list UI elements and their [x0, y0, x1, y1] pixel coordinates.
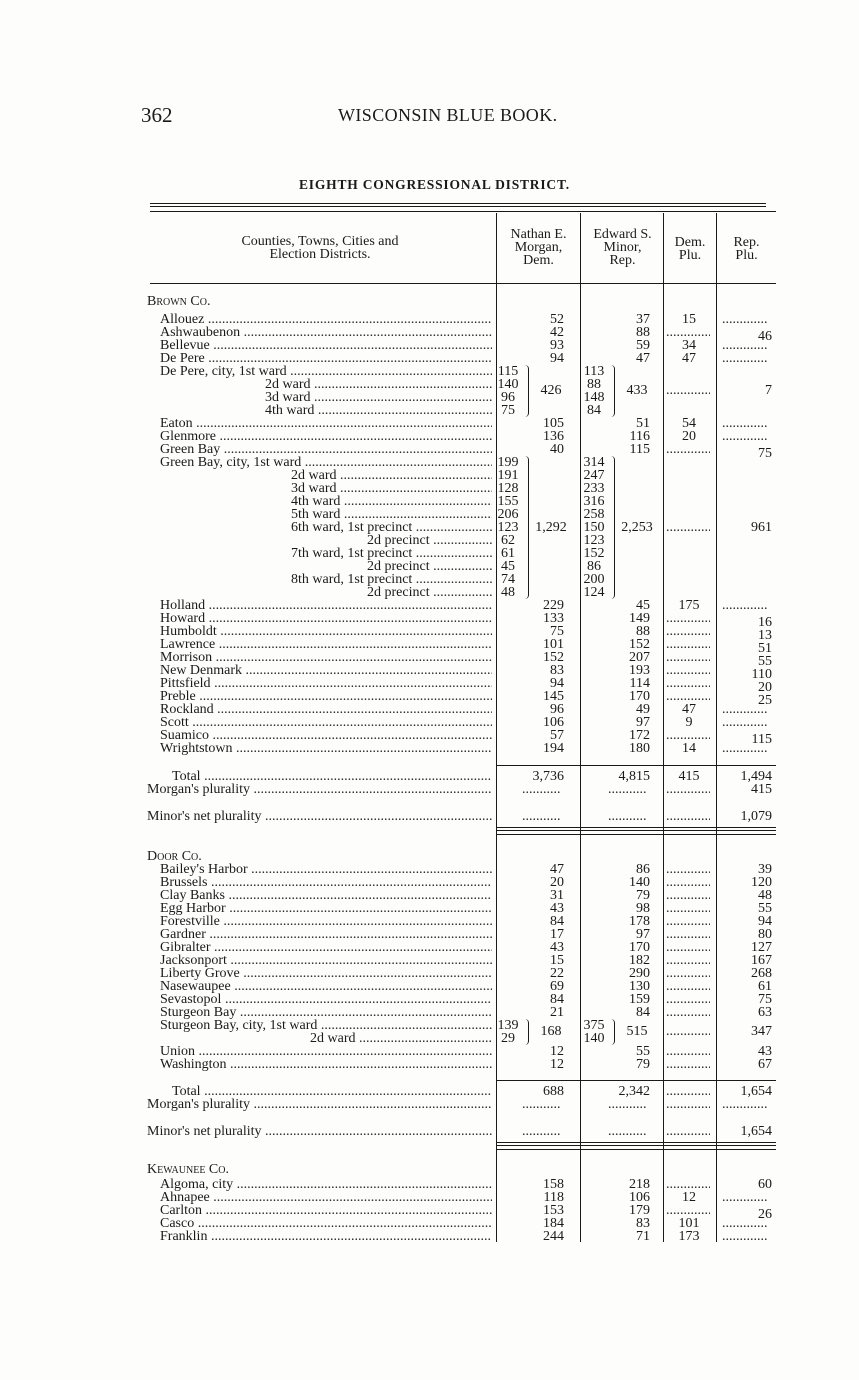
cell-m: 133: [543, 611, 564, 626]
cell-m: 43: [550, 940, 564, 955]
cell-m: 244: [543, 1229, 564, 1244]
cell-m: 52: [550, 312, 564, 327]
cell-n: 4,815: [618, 769, 650, 784]
cell-n: 290: [629, 966, 650, 981]
cell-r: 60: [758, 1177, 772, 1192]
subvalue-minor: 140: [583, 1031, 605, 1046]
cell-r: 167: [751, 953, 772, 968]
cell-d: 20: [682, 429, 696, 444]
dot-leader: [722, 352, 768, 365]
dot-leader: [722, 339, 768, 352]
dot-leader: [666, 384, 710, 397]
cell-n: 88: [636, 325, 650, 340]
cell-r: 961: [751, 519, 772, 535]
subvalue-morgan: 123: [497, 520, 519, 535]
row-label: 8th ward, 1st precinct .....: [291, 573, 492, 586]
subvalue-minor: 152: [583, 546, 605, 561]
cell-n: 86: [636, 862, 650, 877]
dot-leader: [666, 902, 710, 915]
cell-m: 83: [550, 663, 564, 678]
cell-r: 75: [758, 446, 772, 461]
cell-r: 1,079: [740, 809, 772, 824]
dot-leader: [666, 863, 710, 876]
dot-leader: [666, 1025, 710, 1038]
dot-leader: [666, 941, 710, 954]
dot-leader: [722, 1230, 768, 1243]
row-label: Pittsfield .....: [160, 677, 492, 690]
row-label: Bellevue .....: [160, 339, 492, 352]
row-label: Sturgeon Bay, city, 1st ward .....: [160, 1019, 492, 1032]
dot-leader: [722, 1217, 768, 1230]
cell-n: 79: [636, 1057, 650, 1072]
row-label: 3d ward .....: [291, 482, 492, 495]
cell-m: 12: [550, 1057, 564, 1072]
cell-n: 114: [629, 676, 650, 691]
dot-leader: [666, 993, 710, 1006]
row-label: Casco .....: [160, 1217, 492, 1230]
row-label: Wrightstown .....: [160, 742, 492, 755]
row-label: Carlton .....: [160, 1204, 492, 1217]
cell-d: 175: [678, 598, 700, 613]
cell-m: 31: [550, 888, 564, 903]
row-label: Union .....: [160, 1045, 492, 1058]
row-label: Suamico .....: [160, 729, 492, 742]
cell-m: 118: [543, 1190, 564, 1205]
row-label: 2d precinct .....: [367, 560, 492, 573]
dot-leader: [722, 703, 768, 716]
cell-m: 21: [550, 1005, 564, 1020]
dot-leader: [722, 599, 768, 612]
cell-r: 55: [758, 654, 772, 669]
cell-n: 130: [629, 979, 650, 994]
row-label: Allouez .....: [160, 313, 492, 326]
cell-r: 43: [758, 1044, 772, 1059]
dot-leader: [666, 521, 710, 534]
row-label: New Denmark .....: [160, 664, 492, 677]
subvalue-minor: 247: [583, 468, 605, 483]
row-label: Minor's net plurality .....: [147, 810, 492, 823]
cell-m: 57: [550, 728, 564, 743]
county-heading: Brown Co.: [147, 294, 211, 309]
subvalue-morgan: 199: [497, 455, 519, 470]
cell-m: 40: [550, 442, 564, 457]
cell-m: 12: [550, 1044, 564, 1059]
cell-r: 127: [751, 940, 772, 955]
dot-leader: [608, 1125, 646, 1138]
cell-m: 153: [543, 1203, 564, 1218]
row-label: Scott .....: [160, 716, 492, 729]
page-title: EIGHTH CONGRESSIONAL DISTRICT.: [299, 177, 570, 192]
dot-leader: [608, 1098, 646, 1111]
row-label: 2d precinct .....: [367, 586, 492, 599]
dot-leader: [666, 980, 710, 993]
cell-m: 184: [543, 1216, 564, 1231]
dot-leader: [666, 954, 710, 967]
dot-leader: [666, 876, 710, 889]
row-label: Jacksonport .....: [160, 954, 492, 967]
cell-r: 51: [758, 641, 772, 656]
subvalue-morgan: 29: [501, 1031, 515, 1046]
cell-n: 59: [636, 338, 650, 353]
row-label: De Pere .....: [160, 352, 492, 365]
row-label: Rockland .....: [160, 703, 492, 716]
subvalue-minor: 200: [583, 572, 605, 587]
dot-leader: [608, 783, 646, 796]
cell-n: 106: [629, 1190, 650, 1205]
cell-m: 145: [543, 689, 564, 704]
dot-leader: [666, 443, 710, 456]
cell-m: 688: [543, 1084, 564, 1099]
group-total-morgan: 426: [540, 383, 562, 398]
group-total-minor: 2,253: [621, 519, 653, 535]
row-label: Holland .....: [160, 599, 492, 612]
row-label: Green Bay, city, 1st ward .....: [160, 456, 492, 469]
cell-n: 218: [629, 1177, 650, 1192]
cell-n: 193: [629, 663, 650, 678]
dot-leader: [666, 651, 710, 664]
subvalue-morgan: 75: [501, 403, 515, 418]
cell-n: 49: [636, 702, 650, 717]
row-label: Eaton .....: [160, 417, 492, 430]
dot-leader: [522, 783, 560, 796]
cell-d: 9: [685, 715, 693, 730]
cell-m: 101: [543, 637, 564, 652]
dot-leader: [522, 810, 560, 823]
row-label: Morgan's plurality .....: [147, 783, 492, 796]
subvalue-minor: 150: [583, 520, 605, 535]
row-label: Nasewaupee .....: [160, 980, 492, 993]
col-header-dem-plu: Dem. Plu.: [674, 235, 706, 263]
cell-m: 94: [550, 351, 564, 366]
cell-n: 2,342: [618, 1084, 650, 1099]
subvalue-minor: 123: [583, 533, 605, 548]
cell-m: 158: [543, 1177, 564, 1192]
cell-r: 110: [751, 667, 772, 682]
cell-r: 7: [765, 383, 772, 398]
dot-leader: [666, 1006, 710, 1019]
subvalue-minor: 258: [583, 507, 605, 522]
cell-d: 34: [682, 338, 696, 353]
row-label: 4th ward .....: [265, 404, 492, 417]
col-header-morgan: Nathan E. Morgan, Dem.: [510, 227, 567, 268]
subvalue-morgan: 191: [497, 468, 519, 483]
cell-m: 93: [550, 338, 564, 353]
row-label: 2d ward .....: [310, 1032, 492, 1045]
subvalue-minor: 233: [583, 481, 605, 496]
row-label: Brussels .....: [160, 876, 492, 889]
cell-r: 16: [758, 615, 772, 630]
row-label: Morgan's plurality .....: [147, 1098, 492, 1111]
cell-d: 14: [682, 741, 696, 756]
cell-n: 45: [636, 598, 650, 613]
row-label: 3d ward .....: [265, 391, 492, 404]
county-heading: Door Co.: [147, 849, 202, 864]
dot-leader: [722, 1098, 768, 1111]
dot-leader: [666, 625, 710, 638]
cell-m: 106: [543, 715, 564, 730]
cell-m: 96: [550, 702, 564, 717]
cell-n: 84: [636, 1005, 650, 1020]
dot-leader: [722, 1191, 768, 1204]
cell-n: 140: [629, 875, 650, 890]
cell-d: 415: [678, 769, 700, 784]
cell-n: 47: [636, 351, 650, 366]
cell-r: 1,494: [740, 769, 772, 784]
row-label: 2d ward .....: [291, 469, 492, 482]
subvalue-minor: 148: [583, 390, 605, 405]
cell-m: 20: [550, 875, 564, 890]
dot-leader: [608, 810, 646, 823]
row-label: Green Bay .....: [160, 443, 492, 456]
cell-d: 173: [678, 1229, 700, 1244]
row-label: Morrison .....: [160, 651, 492, 664]
cell-r: 46: [758, 329, 772, 344]
cell-m: 136: [543, 429, 564, 444]
row-label: Sevastopol .....: [160, 993, 492, 1006]
cell-m: 75: [550, 624, 564, 639]
cell-m: 22: [550, 966, 564, 981]
dot-leader: [666, 889, 710, 902]
subvalue-morgan: 206: [497, 507, 519, 522]
cell-n: 207: [629, 650, 650, 665]
cell-r: 415: [751, 782, 772, 797]
cell-m: 84: [550, 992, 564, 1007]
cell-n: 116: [629, 429, 650, 444]
row-label: 5th ward .....: [291, 508, 492, 521]
dot-leader: [666, 1085, 710, 1098]
row-label: 2d ward .....: [265, 378, 492, 391]
cell-m: 42: [550, 325, 564, 340]
subvalue-morgan: 140: [497, 377, 519, 392]
row-label: Lawrence .....: [160, 638, 492, 651]
cell-m: 69: [550, 979, 564, 994]
row-label: Ahnapee .....: [160, 1191, 492, 1204]
cell-m: 152: [543, 650, 564, 665]
cell-n: 97: [636, 715, 650, 730]
cell-r: 94: [758, 914, 772, 929]
subvalue-morgan: 62: [501, 533, 515, 548]
subvalue-morgan: 155: [497, 494, 519, 509]
cell-r: 26: [758, 1207, 772, 1222]
row-label: Bailey's Harbor .....: [160, 863, 492, 876]
cell-m: 84: [550, 914, 564, 929]
cell-r: 61: [758, 979, 772, 994]
cell-n: 172: [629, 728, 650, 743]
cell-n: 159: [629, 992, 650, 1007]
row-label: Clay Banks .....: [160, 889, 492, 902]
cell-n: 180: [629, 741, 650, 756]
cell-n: 79: [636, 888, 650, 903]
cell-n: 71: [636, 1229, 650, 1244]
cell-d: 101: [678, 1216, 700, 1231]
cell-r: 347: [751, 1024, 772, 1039]
cell-n: 83: [636, 1216, 650, 1231]
row-label: 6th ward, 1st precinct .....: [291, 521, 492, 534]
row-label: 7th ward, 1st precinct .....: [291, 547, 492, 560]
group-total-morgan: 1,292: [535, 519, 567, 535]
cell-r: 25: [758, 693, 772, 708]
row-label: Humboldt .....: [160, 625, 492, 638]
dot-leader: [666, 810, 710, 823]
cell-r: 67: [758, 1057, 772, 1072]
col-header-districts: Counties, Towns, Cities and Election Districts.: [241, 234, 399, 262]
county-heading: Kewaunee Co.: [147, 1162, 229, 1177]
cell-r: 55: [758, 901, 772, 916]
cell-m: 105: [543, 416, 564, 431]
cell-r: 120: [751, 875, 772, 890]
subvalue-minor: 314: [583, 455, 605, 470]
subvalue-morgan: 115: [497, 364, 519, 379]
row-label: Minor's net plurality .....: [147, 1125, 492, 1138]
subvalue-morgan: 45: [501, 559, 515, 574]
cell-n: 170: [629, 940, 650, 955]
row-label: Washington .....: [160, 1058, 492, 1071]
cell-d: 54: [682, 416, 696, 431]
row-label: Howard .....: [160, 612, 492, 625]
dot-leader: [666, 664, 710, 677]
cell-r: 80: [758, 927, 772, 942]
subvalue-minor: 124: [583, 585, 605, 600]
cell-m: 47: [550, 862, 564, 877]
cell-m: 229: [543, 598, 564, 613]
row-label: Sturgeon Bay .....: [160, 1006, 492, 1019]
cell-n: 88: [636, 624, 650, 639]
cell-n: 97: [636, 927, 650, 942]
row-label: Franklin .....: [160, 1230, 492, 1243]
dot-leader: [666, 928, 710, 941]
subvalue-minor: 316: [583, 494, 605, 509]
page-number: 362: [141, 103, 173, 127]
row-label: Forestville .....: [160, 915, 492, 928]
subvalue-morgan: 139: [497, 1018, 519, 1033]
cell-d: 47: [682, 702, 696, 717]
subvalue-minor: 86: [587, 559, 601, 574]
dot-leader: [666, 677, 710, 690]
cell-n: 178: [629, 914, 650, 929]
col-header-minor: Edward S. Minor, Rep.: [593, 227, 652, 268]
col-header-rep-plu: Rep. Plu.: [733, 235, 760, 263]
cell-r: 75: [758, 992, 772, 1007]
row-label: Egg Harbor .....: [160, 902, 492, 915]
cell-r: 20: [758, 680, 772, 695]
cell-r: 268: [751, 966, 772, 981]
subvalue-morgan: 96: [501, 390, 515, 405]
row-label: Total .....: [172, 770, 492, 783]
group-total-minor: 515: [626, 1024, 648, 1039]
subvalue-minor: 375: [583, 1018, 605, 1033]
subvalue-minor: 84: [587, 403, 601, 418]
cell-m: 3,736: [532, 769, 564, 784]
row-label: Glenmore .....: [160, 430, 492, 443]
row-label: Liberty Grove .....: [160, 967, 492, 980]
dot-leader: [666, 1098, 710, 1111]
subvalue-minor: 113: [583, 364, 605, 379]
row-label: Gardner .....: [160, 928, 492, 941]
cell-r: 1,654: [740, 1124, 772, 1139]
cell-n: 115: [629, 442, 650, 457]
row-label: 4th ward .....: [291, 495, 492, 508]
cell-m: 17: [550, 927, 564, 942]
subvalue-minor: 88: [587, 377, 601, 392]
cell-r: 13: [758, 628, 772, 643]
cell-n: 55: [636, 1044, 650, 1059]
dot-leader: [722, 430, 768, 443]
subvalue-morgan: 128: [497, 481, 519, 496]
subvalue-morgan: 48: [501, 585, 515, 600]
dot-leader: [722, 716, 768, 729]
cell-n: 37: [636, 312, 650, 327]
cell-n: 51: [636, 416, 650, 431]
subvalue-morgan: 74: [501, 572, 515, 587]
dot-leader: [666, 783, 710, 796]
dot-leader: [722, 313, 768, 326]
dot-leader: [666, 1125, 710, 1138]
cell-r: 115: [751, 732, 772, 747]
cell-d: 15: [682, 312, 696, 327]
cell-n: 98: [636, 901, 650, 916]
row-label: Gibralter .....: [160, 941, 492, 954]
cell-n: 152: [629, 637, 650, 652]
subvalue-morgan: 61: [501, 546, 515, 561]
dot-leader: [522, 1098, 560, 1111]
cell-r: 1,654: [740, 1084, 772, 1099]
cell-r: 48: [758, 888, 772, 903]
cell-r: 39: [758, 862, 772, 877]
group-total-morgan: 168: [540, 1024, 562, 1039]
dot-leader: [722, 742, 768, 755]
row-label: Total .....: [172, 1085, 492, 1098]
cell-n: 179: [629, 1203, 650, 1218]
running-head: WISCONSIN BLUE BOOK.: [338, 105, 558, 125]
cell-d: 47: [682, 351, 696, 366]
cell-d: 12: [682, 1190, 696, 1205]
dot-leader: [722, 417, 768, 430]
cell-m: 194: [543, 741, 564, 756]
cell-r: 63: [758, 1005, 772, 1020]
cell-m: 15: [550, 953, 564, 968]
cell-m: 94: [550, 676, 564, 691]
cell-n: 182: [629, 953, 650, 968]
dot-leader: [666, 638, 710, 651]
row-label: De Pere, city, 1st ward .....: [160, 365, 492, 378]
row-label: Ashwaubenon .....: [160, 326, 492, 339]
dot-leader: [666, 612, 710, 625]
cell-n: 149: [629, 611, 650, 626]
dot-leader: [522, 1125, 560, 1138]
row-label: 2d precinct .....: [367, 534, 492, 547]
cell-m: 43: [550, 901, 564, 916]
row-label: Algoma, city .....: [160, 1178, 492, 1191]
dot-leader: [666, 1045, 710, 1058]
row-label: Preble .....: [160, 690, 492, 703]
cell-n: 170: [629, 689, 650, 704]
dot-leader: [666, 1058, 710, 1071]
dot-leader: [666, 915, 710, 928]
group-total-minor: 433: [626, 383, 648, 398]
dot-leader: [666, 967, 710, 980]
